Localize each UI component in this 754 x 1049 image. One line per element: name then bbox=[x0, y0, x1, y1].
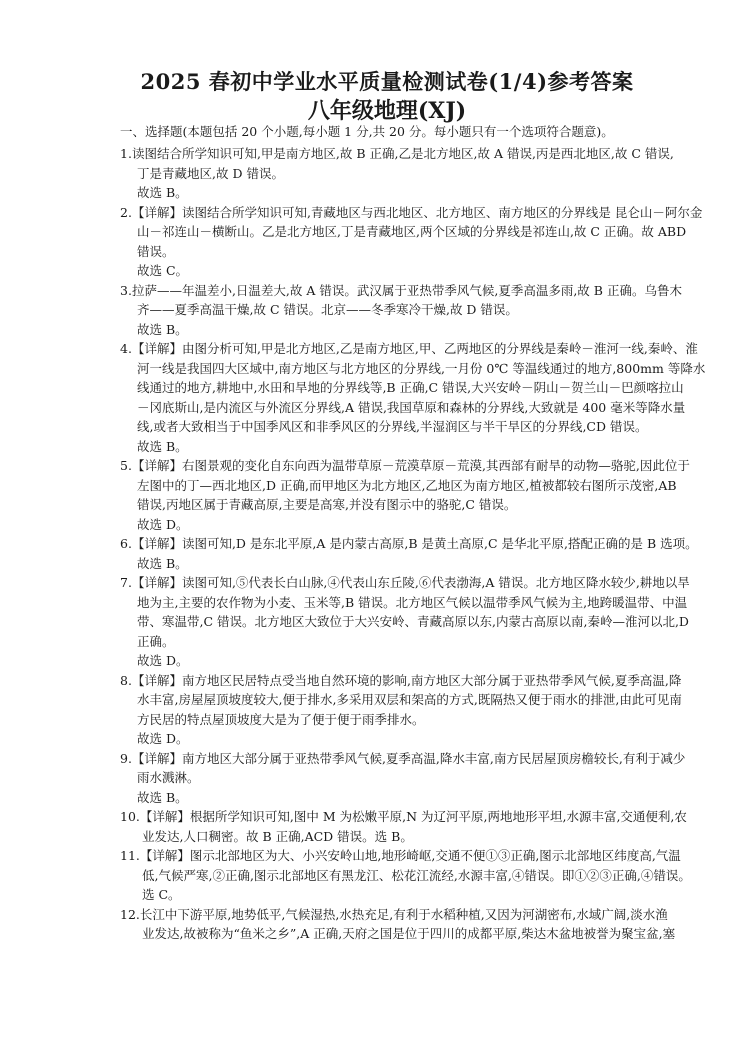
answer-choice: 故选 D。 bbox=[137, 731, 189, 746]
question-list bbox=[120, 144, 730, 944]
answer-item bbox=[120, 456, 730, 534]
answer-item bbox=[120, 339, 730, 456]
answer-explanation-line: 低,气候严寒,②正确,图示北部地区有黑龙江、松花江流经,水源丰富,④错误。即①②③正确,④错误。 bbox=[142, 867, 691, 883]
answer-explanation-line: 左图中的丁—西北地区,D 正确,而甲地区为北方地区,乙地区为南方地区,植被都较右图所示茂密,AB bbox=[137, 477, 677, 493]
answer-explanation-line: 【详解】读图结合所学知识可知,青藏地区与西北地区、北方地区、南方地区的分界线是 昆仑山－阿尔金 bbox=[131, 204, 703, 220]
answer-explanation-line: 【详解】右图景观的变化自东向西为温带草原－荒漠草原－荒漠,其西部有耐旱的动物—骆驼,因此位于 bbox=[131, 458, 690, 473]
section-heading: 一、选择题(本题包括 20 个小题,每小题 1 分,共 20 分。每小题只有一个选项符合题意)。 bbox=[120, 124, 614, 139]
answer-choice: 故选 B。 bbox=[137, 789, 188, 805]
answer-explanation-line: 线,或者大致相当于中国季风区和非季风区的分界线,半湿润区与半干旱区的分界线,CD 错误。 bbox=[137, 419, 648, 434]
answer-explanation-line: 雨水溅淋。 bbox=[137, 770, 200, 785]
answer-choice: 故选 C。 bbox=[137, 263, 189, 278]
answer-first-line bbox=[120, 339, 730, 359]
answer-item bbox=[120, 144, 730, 203]
answer-explanation-line: 正确。 bbox=[137, 633, 175, 649]
answer-first-line bbox=[120, 807, 730, 827]
question-number: 8. bbox=[120, 672, 132, 688]
answer-explanation-line: 【详解】南方地区民居特点受当地自然环境的影响,南方地区大部分属于亚热带季风气候,夏季高温,降 bbox=[131, 672, 682, 688]
question-number: 7. bbox=[120, 575, 132, 590]
answer-explanation-line: 【详解】由图分析可知,甲是北方地区,乙是南方地区,甲、乙两地区的分界线是秦岭－淮河一线,秦岭、淮 bbox=[131, 341, 698, 356]
answer-choice: 故选 B。 bbox=[137, 555, 188, 571]
question-number: 11. bbox=[120, 848, 140, 863]
answer-explanation-line: 【详解】读图可知,D 是东北平原,A 是内蒙古高原,B 是黄土高原,C 是华北平原,搭配正确的是 B 选项。 bbox=[131, 536, 698, 551]
answer-explanation-line: 【详解】图示北部地区为大、小兴安岭山地,地形崎岖,交通不便①③正确,图示北部地区纬度高,气温 bbox=[139, 848, 681, 863]
answer-explanation-line: 线通过的地方,耕地中,水田和旱地的分界线等,B 正确,C 错误,大兴安岭－阴山－贺兰山－巴颜喀拉山 bbox=[137, 380, 684, 395]
question-number: 2. bbox=[120, 204, 132, 220]
question-number: 9. bbox=[120, 750, 132, 766]
answer-item bbox=[120, 807, 730, 846]
answer-explanation-line: 山－祁连山－横断山。乙是北方地区,丁是青藏地区,两个区域的分界线是祁连山,故 C 正确。故 ABD bbox=[137, 224, 687, 239]
answer-item bbox=[120, 671, 730, 749]
answer-choice: 故选 B。 bbox=[137, 185, 188, 200]
answer-explanation-line: 业发达,故被称为“鱼米之乡”,A 正确,天府之国是位于四川的成都平原,柴达木盆地被誉为聚宝盆,塞 bbox=[142, 926, 676, 941]
answer-explanation-line: 错误。 bbox=[137, 243, 175, 259]
answer-item bbox=[120, 203, 730, 281]
answer-first-line bbox=[120, 281, 730, 301]
answer-item bbox=[120, 905, 730, 944]
answer-explanation-line: 错误,丙地区属于青藏高原,主要是高寒,并没有图示中的骆驼,C 错误。 bbox=[137, 497, 517, 512]
question-number: 6. bbox=[120, 536, 132, 551]
answer-explanation-line: 选 C。 bbox=[142, 887, 181, 902]
answer-explanation-line: 丁是青藏地区,故 D 错误。 bbox=[137, 165, 284, 181]
answer-item bbox=[120, 749, 730, 808]
answer-choice: 故选 B。 bbox=[137, 438, 188, 454]
answer-explanation-line: 河一线是我国四大区域中,南方地区与北方地区的分界线,一月份 0℃ 等温线通过的地方,800mm 等降水 bbox=[137, 360, 706, 376]
answer-explanation-line: 带、寒温带,C 错误。北方地区大致位于大兴安岭、青藏高原以东,内蒙古高原以南,秦岭—淮河以北,D bbox=[137, 614, 689, 629]
question-number: 4. bbox=[120, 341, 132, 356]
answer-explanation-line: 水丰富,房屋屋顶坡度较大,便于排水,多采用双层和架高的方式,既隔热又便于雨水的排泄,由此可见南 bbox=[137, 692, 682, 707]
answer-item bbox=[120, 281, 730, 340]
question-number: 1. bbox=[120, 146, 132, 161]
answer-first-line bbox=[120, 671, 730, 691]
page-subtitle: 八年级地理(XJ) bbox=[307, 98, 467, 124]
answer-explanation-line: 拉萨——年温差小,日温差大,故 A 错误。武汉属于亚热带季风气候,夏季高温多雨,故 B 正确。乌鲁木 bbox=[131, 282, 682, 298]
answer-explanation-line: 长江中下游平原,地势低平,气候湿热,水热充足,有利于水稻种植,又因为河湖密布,水域广阔,淡水渔 bbox=[139, 906, 668, 922]
answer-explanation-line: 齐——夏季高温干燥,故 C 错误。北京——冬季寒冷干燥,故 D 错误。 bbox=[137, 302, 518, 317]
answer-item bbox=[120, 846, 730, 905]
answer-item bbox=[120, 573, 730, 671]
answer-first-line bbox=[120, 144, 730, 164]
answer-choice: 故选 B。 bbox=[137, 321, 188, 337]
answer-explanation-line: 【详解】根据所学知识可知,图中 M 为松嫩平原,N 为辽河平原,两地地形平坦,水源丰富,交通便利,农 bbox=[139, 809, 687, 824]
answer-choice: 故选 D。 bbox=[137, 653, 189, 668]
page-title: 2025 春初中学业水平质量检测试卷(1/4)参考答案 bbox=[140, 69, 634, 94]
answer-first-line bbox=[120, 749, 730, 769]
answer-explanation-line: 读图结合所学知识可知,甲是南方地区,故 B 正确,乙是北方地区,故 A 错误,丙是西北地区,故 C 错误, bbox=[131, 146, 674, 161]
answer-explanation-line: 业发达,人口稠密。故 B 正确,ACD 错误。选 B。 bbox=[142, 828, 413, 844]
answer-first-line bbox=[120, 905, 730, 925]
question-number: 5. bbox=[120, 458, 132, 473]
question-number: 12. bbox=[120, 906, 140, 922]
answer-explanation-line: 地为主,主要的农作物为小麦、玉米等,B 错误。北方地区气候以温带季风气候为主,地跨暖温带、中温 bbox=[137, 594, 688, 610]
answer-first-line bbox=[120, 846, 730, 866]
answer-first-line bbox=[120, 573, 730, 593]
answer-item bbox=[120, 534, 730, 573]
question-number: 3. bbox=[120, 282, 132, 298]
answer-explanation-line: －冈底斯山,是内流区与外流区分界线,A 错误,我国草原和森林的分界线,大致就是 400 毫米等降水量 bbox=[137, 399, 686, 415]
question-number: 10. bbox=[120, 809, 140, 824]
answer-choice: 故选 D。 bbox=[137, 516, 189, 532]
answer-explanation-line: 【详解】南方地区大部分属于亚热带季风气候,夏季高温,降水丰富,南方民居屋顶房檐较长,有利于减少 bbox=[131, 750, 686, 766]
answer-explanation-line: 方民居的特点屋顶坡度大是为了便于便于雨季排水。 bbox=[137, 711, 425, 727]
answer-first-line bbox=[120, 534, 730, 554]
answer-first-line bbox=[120, 456, 730, 476]
answer-first-line bbox=[120, 203, 730, 223]
answer-explanation-line: 【详解】读图可知,⑤代表长白山脉,④代表山东丘陵,⑥代表渤海,A 错误。北方地区降水较少,耕地以旱 bbox=[131, 575, 690, 590]
